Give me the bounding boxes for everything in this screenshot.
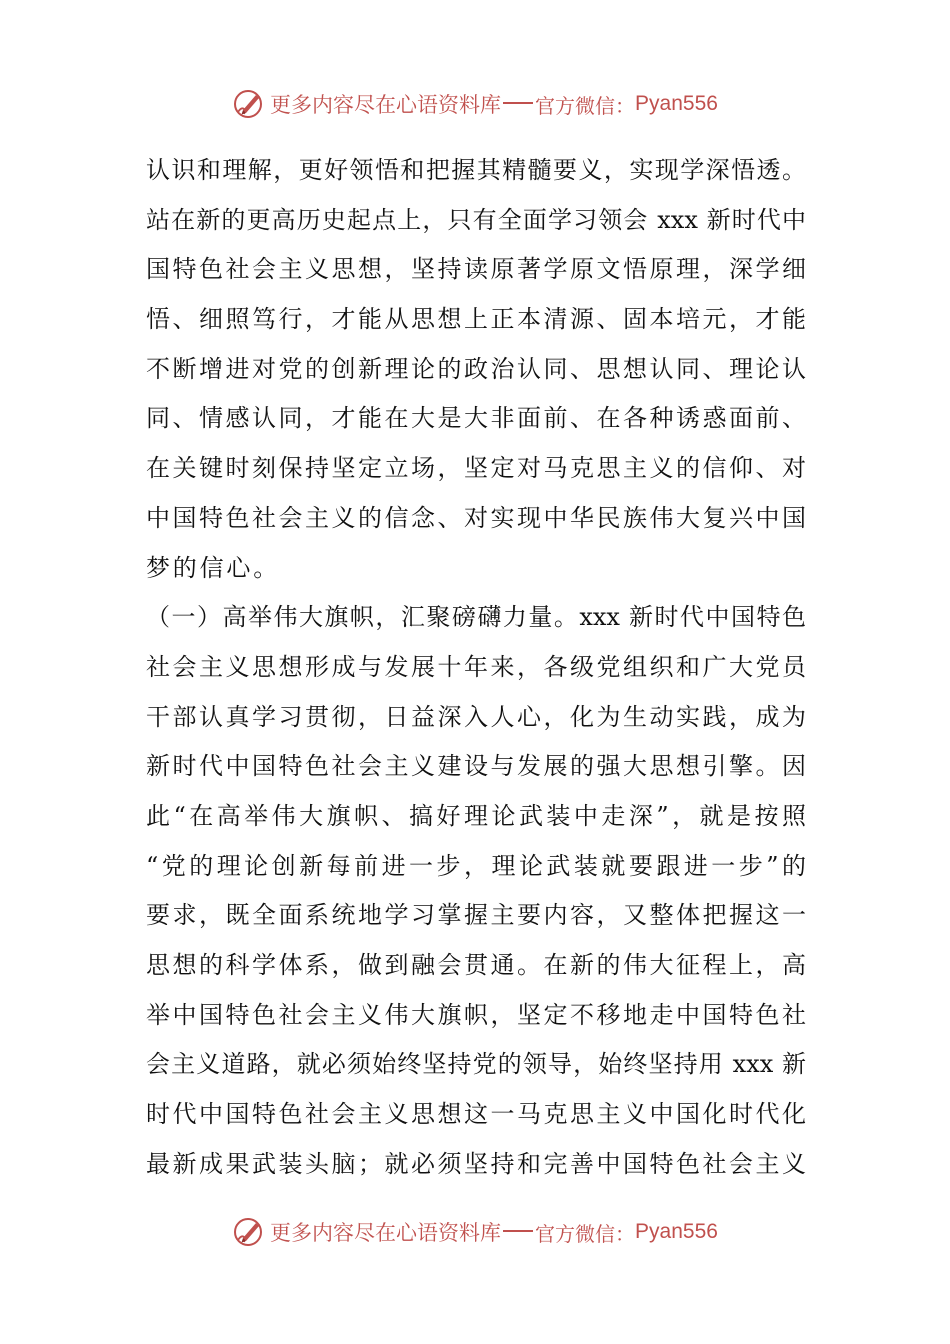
section-heading-line: （一）高举伟大旗帜，汇聚磅礴力量。xxx 新时代中国特色 — [146, 603, 806, 632]
body-line: 不断增进对党的创新理论的政治认同、思想认同、理论认 — [146, 354, 806, 383]
footer-dash — [503, 1230, 533, 1232]
body-line: 站在新的更高历史起点上，只有全面学习领会 xxx 新时代中 — [146, 205, 806, 234]
footer-wechat-label: 官方微信： — [535, 1221, 636, 1246]
body-line: 此“在高举伟大旗帜、搞好理论武装中走深”，就是按照 — [146, 801, 806, 830]
header-banner — [0, 84, 950, 124]
body-line: 最新成果武装头脑；就必须坚持和完善中国特色社会主义 — [146, 1149, 806, 1178]
body-line: “党的理论创新每前进一步，理论武装就要跟进一步”的 — [146, 851, 806, 880]
pen-logo-icon — [232, 88, 264, 120]
pen-logo-icon — [232, 1216, 264, 1248]
footer-banner — [0, 1212, 950, 1252]
footer-wechat-id: Pyan556 — [635, 1220, 718, 1243]
body-line: 梦的信心。 — [146, 553, 280, 582]
body-line: 社会主义思想形成与发展十年来，各级党组织和广大党员 — [146, 652, 806, 681]
body-line: 悟、细照笃行，才能从思想上正本清源、固本培元，才能 — [146, 305, 806, 334]
body-line: 中国特色社会主义的信念、对实现中华民族伟大复兴中国 — [146, 503, 806, 532]
footer-brand-text: 更多内容尽在心语资料库 — [270, 1221, 502, 1245]
body-line: 同、情感认同，才能在大是大非面前、在各种诱惑面前、 — [146, 404, 806, 433]
header-wechat-id: Pyan556 — [635, 92, 718, 115]
body-line: 新时代中国特色社会主义建设与发展的强大思想引擎。因 — [146, 752, 806, 781]
header-brand-text: 更多内容尽在心语资料库 — [270, 93, 502, 117]
body-line: 在关键时刻保持坚定立场，坚定对马克思主义的信仰、对 — [146, 454, 806, 483]
body-line: 会主义道路，就必须始终坚持党的领导，始终坚持用 xxx 新 — [146, 1050, 806, 1079]
body-line: 干部认真学习贯彻，日益深入人心，化为生动实践，成为 — [146, 702, 806, 731]
body-line: 思想的科学体系，做到融会贯通。在新的伟大征程上，高 — [146, 951, 806, 979]
body-line: 举中国特色社会主义伟大旗帜，坚定不移地走中国特色社 — [146, 1000, 806, 1029]
header-dash — [503, 102, 533, 104]
header-wechat-label: 官方微信： — [535, 93, 636, 118]
body-line: 要求，既全面系统地学习掌握主要内容，又整体把握这一 — [146, 901, 806, 930]
body-line: 国特色社会主义思想，坚持读原著学原文悟原理，深学细 — [146, 255, 806, 284]
document-body — [146, 146, 806, 1189]
body-line: 认识和理解，更好领悟和把握其精髓要义，实现学深悟透。 — [146, 156, 806, 184]
body-line: 时代中国特色社会主义思想这一马克思主义中国化时代化 — [146, 1100, 806, 1129]
